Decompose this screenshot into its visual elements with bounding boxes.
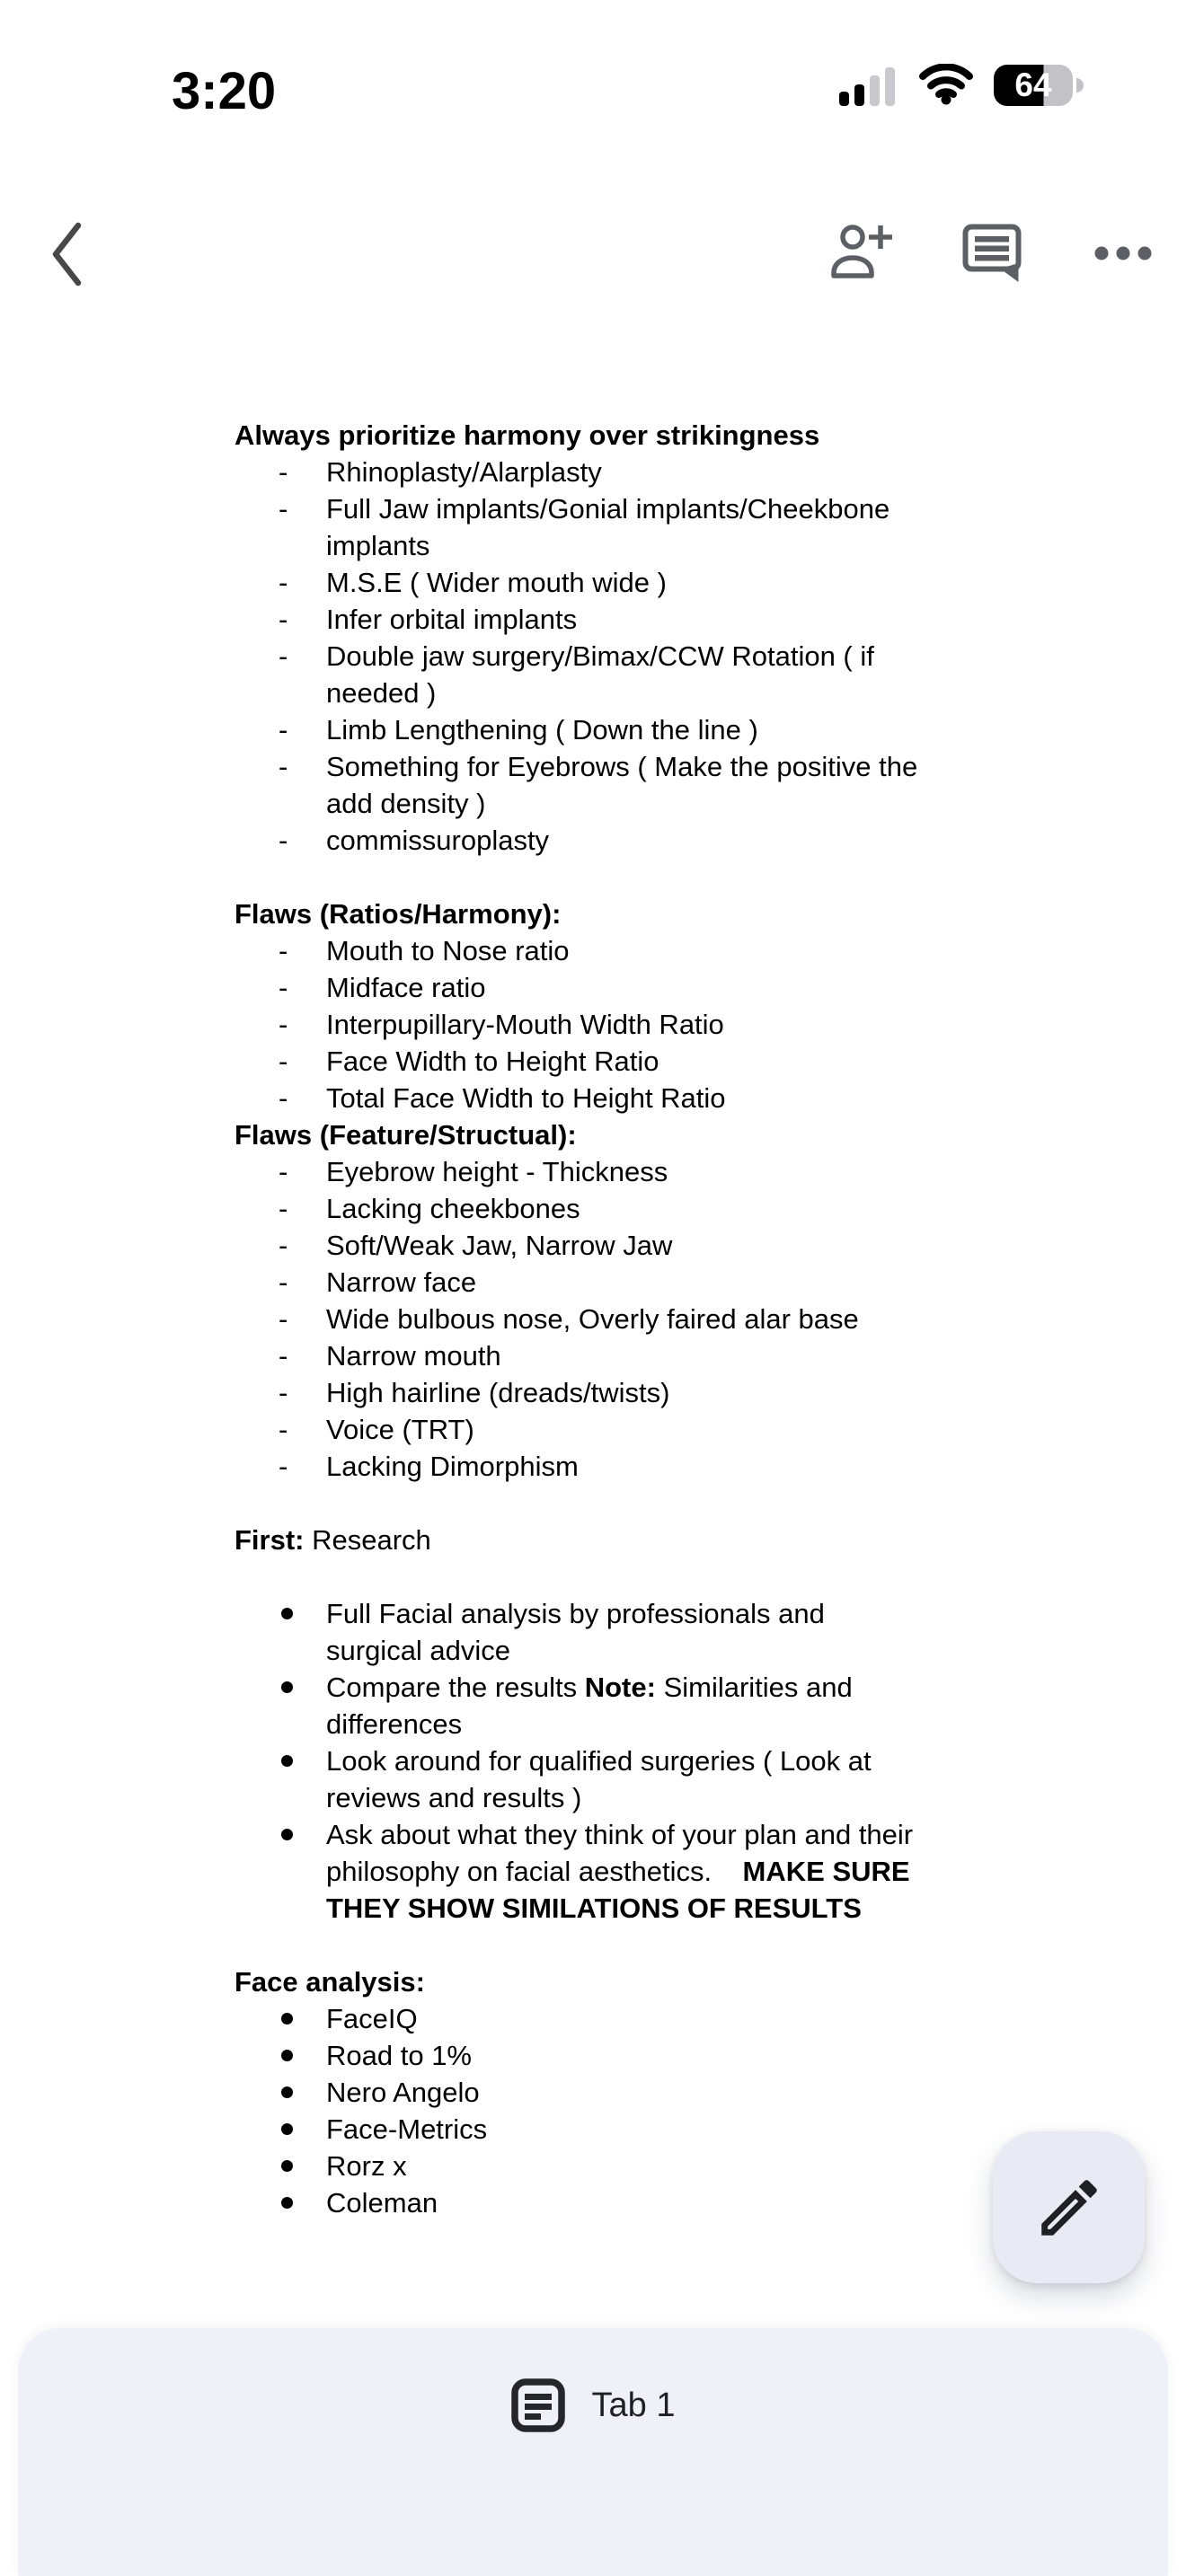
tab-label: Tab 1 [591, 2386, 676, 2424]
more-horizontal-icon [1094, 245, 1152, 261]
list-item [279, 490, 925, 564]
paragraph [235, 417, 925, 454]
text-run: Full Facial analysis by professionals and surgical advice [326, 1598, 833, 1666]
list-item [279, 1337, 925, 1374]
bullet-marker [281, 1681, 293, 1693]
text-run: Eyebrow height - Thickness [326, 1156, 668, 1187]
bullet-marker [281, 1608, 293, 1619]
text-run: Face Width to Height Ratio [326, 1045, 659, 1077]
list-item [279, 932, 925, 969]
text-run: Always prioritize harmony over strikingness [235, 419, 820, 451]
list-item [279, 1006, 925, 1043]
wifi-icon [918, 64, 974, 105]
list-item [326, 2000, 925, 2037]
list-item [279, 748, 925, 822]
list-item [326, 2148, 925, 2184]
add-people-button[interactable] [823, 216, 902, 287]
bullet-marker [281, 2123, 293, 2135]
list-item [279, 638, 925, 711]
comments-button[interactable] [954, 216, 1030, 291]
text-run: Limb Lengthening ( Down the line ) [326, 714, 758, 745]
list-item [279, 1301, 925, 1337]
text-run: Narrow face [326, 1266, 477, 1298]
document-canvas[interactable] [0, 329, 1186, 2328]
list-item [279, 1190, 925, 1227]
list-item [279, 969, 925, 1006]
text-run: Total Face Width to Height Ratio [326, 1082, 726, 1114]
text-run: Rhinoplasty/Alarplasty [326, 456, 602, 488]
dash-marker: - [279, 1340, 288, 1372]
text-run: Double jaw surgery/Bimax/CCW Rotation ( if needed ) [326, 640, 882, 709]
list-item [279, 822, 925, 859]
list-item [279, 1264, 925, 1301]
list-item [279, 1080, 925, 1116]
text-run: Road to 1% [326, 2040, 472, 2071]
cellular-signal-icon [839, 65, 897, 106]
tab-bar-button[interactable] [18, 2328, 1168, 2576]
text-run: commissuroplasty [326, 825, 550, 856]
text-run: Something for Eyebrows ( Make the positive the add density ) [326, 751, 925, 819]
text-run: Interpupillary-Mouth Width Ratio [326, 1009, 724, 1040]
back-button[interactable] [40, 214, 93, 295]
dash-marker: - [279, 1230, 288, 1261]
bullet-marker [281, 1829, 293, 1840]
list-item [279, 1153, 925, 1190]
add-people-icon [829, 224, 896, 279]
edit-fab[interactable] [993, 2131, 1145, 2283]
blank-line [235, 1927, 1186, 1963]
text-run: FaceIQ [326, 2003, 418, 2034]
text-run: Compare the results Note: Similarities and differences [326, 1672, 861, 1740]
bullet-marker [281, 2160, 293, 2172]
bullet-marker [281, 2050, 293, 2061]
bullet-marker [281, 1755, 293, 1767]
text-run: Rorz x [326, 2150, 407, 2182]
list-item [326, 1742, 925, 1816]
text-run: Voice (TRT) [326, 1414, 474, 1445]
list-item [279, 711, 925, 748]
dash-marker: - [279, 1377, 288, 1408]
list-item [326, 1595, 925, 1669]
list-item [279, 1448, 925, 1485]
dash-marker: - [279, 456, 288, 488]
text-run: Infer orbital implants [326, 604, 578, 635]
text-run: Face-Metrics [326, 2113, 488, 2145]
text-run: First: Research [235, 1524, 431, 1556]
dash-marker: - [279, 1009, 288, 1040]
list-item [279, 1411, 925, 1448]
text-run: Flaws (Ratios/Harmony): [235, 898, 562, 930]
status-time: 3:20 [172, 62, 277, 120]
toolbar [0, 126, 1186, 329]
dash-marker: - [279, 825, 288, 856]
paragraph [235, 1116, 925, 1153]
text-run: High hairline (dreads/twists) [326, 1377, 670, 1408]
text-run: Look around for qualified surgeries ( Look at reviews and results ) [326, 1745, 880, 1813]
battery-cap [1076, 78, 1084, 93]
list-item [279, 564, 925, 601]
text-run: Full Jaw implants/Gonial implants/Cheekbone implants [326, 493, 898, 561]
dash-marker: - [279, 567, 288, 598]
chevron-left-icon [49, 221, 84, 287]
text-run: Wide bulbous nose, Overly faired alar base [326, 1303, 859, 1335]
text-run: M.S.E ( Wider mouth wide ) [326, 567, 667, 598]
text-run: Midface ratio [326, 972, 486, 1003]
dash-marker: - [279, 935, 288, 966]
list-item [326, 2037, 925, 2074]
list-item [326, 2074, 925, 2111]
text-run: Coleman [326, 2187, 438, 2219]
more-options-button[interactable] [1087, 232, 1159, 275]
dash-marker: - [279, 1414, 288, 1445]
text-run: Narrow mouth [326, 1340, 501, 1372]
dash-marker: - [279, 714, 288, 745]
dash-marker: - [279, 604, 288, 635]
list-item [279, 601, 925, 638]
text-run: Lacking cheekbones [326, 1193, 580, 1224]
list-item [279, 454, 925, 490]
blank-line [235, 1485, 1186, 1522]
list-item [279, 1374, 925, 1411]
paragraph [235, 895, 925, 932]
dash-marker: - [279, 1451, 288, 1482]
list-item [326, 2184, 925, 2221]
dash-marker: - [279, 972, 288, 1003]
paragraph [235, 1522, 925, 1558]
dash-marker: - [279, 1266, 288, 1298]
text-run: Soft/Weak Jaw, Narrow Jaw [326, 1230, 673, 1261]
paragraph [235, 1963, 925, 2000]
text-run: Mouth to Nose ratio [326, 935, 570, 966]
dash-marker: - [279, 1045, 288, 1077]
text-run: Nero Angelo [326, 2077, 480, 2108]
list-item [326, 2111, 925, 2148]
text-run: Flaws (Feature/Structual): [235, 1119, 577, 1151]
dash-marker: - [279, 493, 288, 525]
text-run: Lacking Dimorphism [326, 1451, 579, 1482]
bullet-marker [281, 2197, 293, 2209]
dash-marker: - [279, 1082, 288, 1114]
dash-marker: - [279, 1156, 288, 1187]
battery-icon [994, 65, 1073, 106]
blank-line [235, 859, 1186, 895]
dash-marker: - [279, 640, 288, 672]
dash-marker: - [279, 1193, 288, 1224]
bullet-marker [281, 2086, 293, 2098]
comments-icon [962, 224, 1022, 283]
list-item [326, 1669, 925, 1742]
list-item [326, 1816, 925, 1927]
pencil-icon [1032, 2171, 1106, 2245]
battery-percent: 64 [1014, 66, 1052, 103]
list-item [279, 1227, 925, 1264]
bullet-marker [281, 2013, 293, 2025]
blank-line [235, 1558, 1186, 1595]
status-bar [0, 0, 1186, 126]
dash-marker: - [279, 751, 288, 782]
list-item [279, 1043, 925, 1080]
dash-marker: - [279, 1303, 288, 1335]
text-run: Ask about what they think of your plan and their philosophy on facial aesthetics. MAKE SURE THEY SHOW SIMILATIONS OF RESULTS [326, 1819, 921, 1924]
text-run: Face analysis: [235, 1966, 425, 1998]
document-tab-icon [511, 2378, 565, 2432]
